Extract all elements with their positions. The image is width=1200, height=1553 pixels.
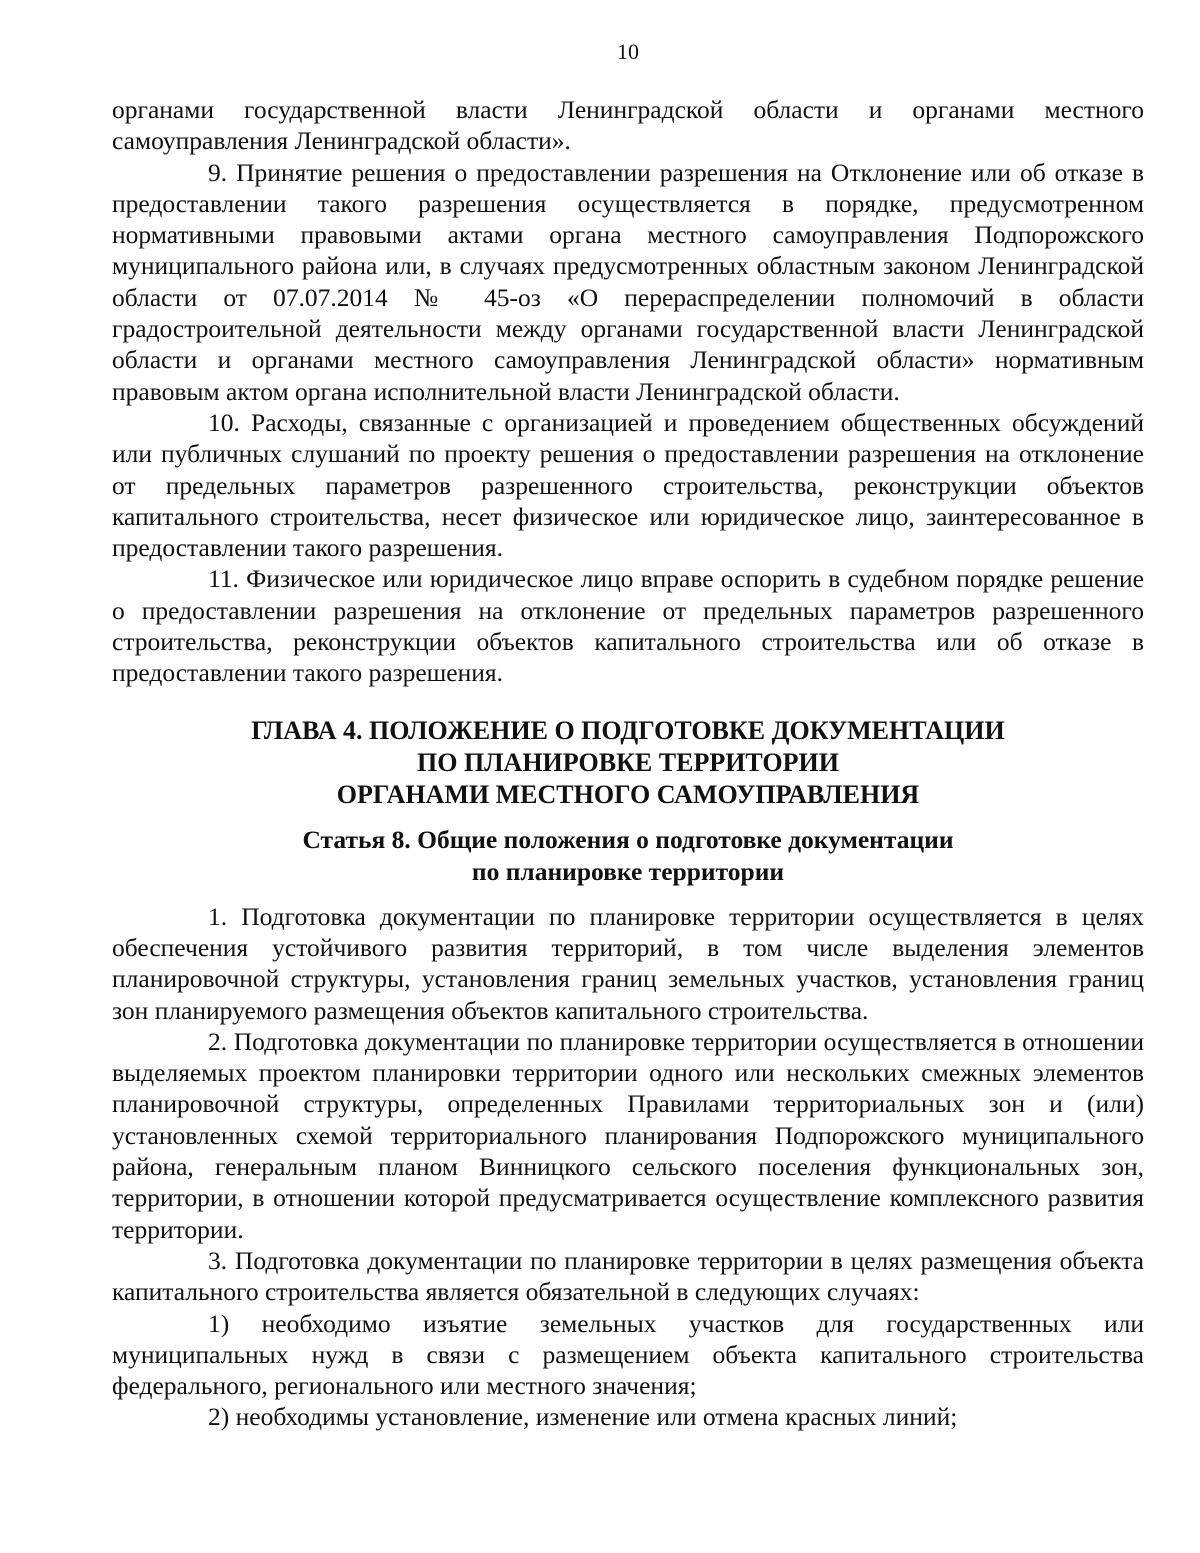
article-heading [112,824,1144,888]
paragraph-item-10: 10. Расходы, связанные с организацией и проведением общественных обсуждений или публичных слушаний по проекту решения о предоставлении разрешения на отклонение от предельных параметров разрешенного строительства, реконструкции объектов капитального строительства, несет физическое или юридическое лицо, заинтересованное в предоставлении такого разрешения. [112,407,1144,563]
paragraph-item-11: 11. Физическое или юридическое лицо вправе оспорить в судебном порядке решение о предоставлении разрешения на отклонение от предельных параметров разрешенного строительства, реконструкции объектов капитального строительства или об отказе в предоставлении такого разрешения. [112,564,1144,688]
paragraph-item-3: 3. Подготовка документации по планировке территории в целях размещения объекта капитального строительства является обязательной в следующих случаях: [112,1245,1144,1307]
subitem-1: 1) необходимо изъятие земельных участков для государственных или муниципальных нужд в связи с размещением объекта капитального строительства федерального, регионального или местного значения; [112,1308,1144,1401]
paragraph-continuation: органами государственной власти Ленинградской области и органами местного самоуправления Ленинградской области». [112,95,1144,156]
chapter-heading-line: ОРГАНАМИ МЕСТНОГО САМОУПРАВЛЕНИЯ [336,779,920,809]
chapter-heading-line: ГЛАВА 4. ПОЛОЖЕНИЕ О ПОДГОТОВКЕ ДОКУМЕНТАЦИИ [251,715,1005,745]
chapter-heading [112,715,1144,811]
paragraph-item-2: 2. Подготовка документации по планировке территории осуществляется в отношении выделяемых проектом планировки территории одного или нескольких смежных элементов планировочной структуры, определенных Правилами территориальных зон и (или) установленных схемой территориального планирования Подпорожского муниципального района, генеральным планом Винницкого сельского поселения функциональных зон, территории, в отношении которой предусматривается осуществление комплексного развития территории. [112,1026,1144,1244]
page-number: 10 [617,39,639,64]
paragraph-item-1: 1. Подготовка документации по планировке территории осуществляется в целях обеспечения устойчивого развития территорий, в том числе выделения элементов планировочной структуры, установления границ земельных участков, установления границ зон планируемого размещения объектов капитального строительства. [112,901,1144,1025]
document-page [112,38,1144,1433]
paragraph-item-9: 9. Принятие решения о предоставлении разрешения на Отклонение или об отказе в предоставлении такого разрешения осуществляется в порядке, предусмотренном нормативными правовыми актами органа местного самоуправления Подпорожского муниципального района или, в случаях предусмотренных областным законом Ленинградской области от 07.07.2014 № 45-оз «О перераспределении полномочий в области градостроительной деятельности между органами государственной власти Ленинградской области и органами местного самоуправления Ленинградской области» нормативным правовым актом органа исполнительной власти Ленинградской области. [112,157,1144,406]
article-heading-line: по планировке территории [471,856,785,886]
chapter-heading-line: ПО ПЛАНИРОВКЕ ТЕРРИТОРИИ [417,747,839,777]
subitem-2: 2) необходимы установление, изменение или отмена красных линий; [208,1402,958,1432]
article-heading-line: Статья 8. Общие положения о подготовке документации [302,824,954,854]
